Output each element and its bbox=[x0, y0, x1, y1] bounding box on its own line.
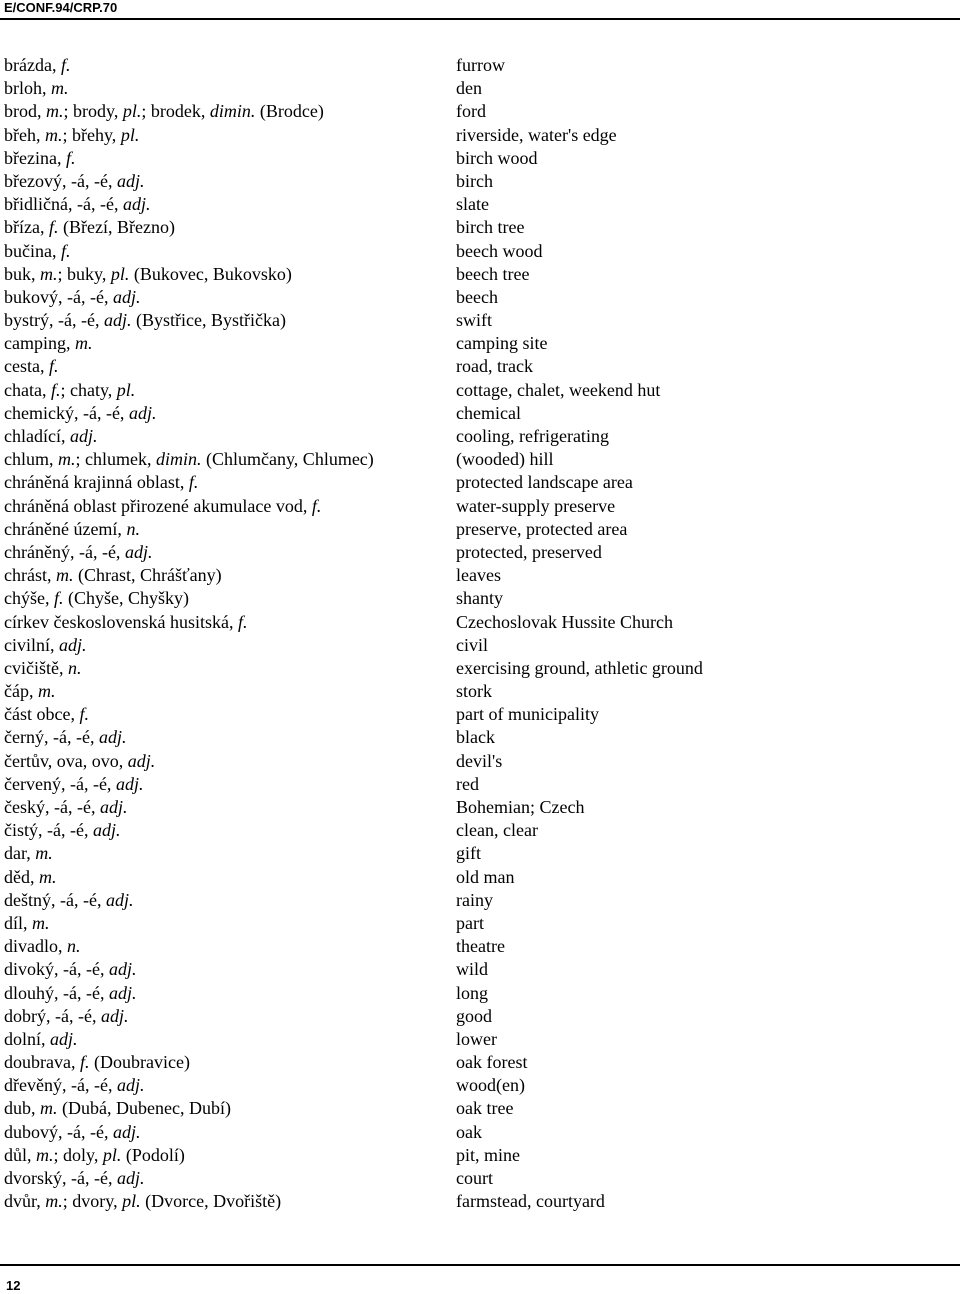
term-text: březový, -á, -é, bbox=[4, 170, 117, 191]
grammar-abbreviation: adj. bbox=[69, 426, 98, 446]
term-text: černý, -á, -é, bbox=[4, 727, 99, 748]
english-translation: farmstead, courtyard bbox=[456, 1191, 605, 1212]
czech-term bbox=[4, 263, 292, 286]
grammar-abbreviation: adj. bbox=[116, 1075, 145, 1096]
term-text: čistý, -á, -é, bbox=[4, 820, 93, 841]
term-text: deštný, -á, -é, bbox=[4, 889, 106, 910]
grammar-abbreviation: m. bbox=[58, 449, 76, 470]
term-text: civilní, bbox=[4, 634, 59, 655]
english-translation: exercising ground, athletic ground bbox=[456, 657, 703, 678]
grammar-abbreviation: adj. bbox=[108, 959, 137, 980]
glossary-row bbox=[0, 355, 960, 378]
grammar-abbreviation: pl. bbox=[116, 379, 136, 400]
term-text: camping, bbox=[4, 333, 75, 354]
term-text: chemický, -á, -é, bbox=[4, 402, 129, 423]
english-translation: birch bbox=[456, 170, 493, 191]
grammar-abbreviation: m. bbox=[74, 333, 93, 354]
term-text: buk, bbox=[4, 263, 40, 284]
glossary-row bbox=[0, 889, 960, 912]
english-translation: beech bbox=[456, 286, 498, 307]
czech-term bbox=[4, 471, 198, 494]
english-translation: rainy bbox=[456, 889, 493, 910]
page-number: 12 bbox=[6, 1278, 21, 1293]
czech-term bbox=[4, 564, 222, 587]
glossary-row bbox=[0, 286, 960, 309]
english-translation: cottage, chalet, weekend hut bbox=[456, 379, 661, 400]
term-text: brloh, bbox=[4, 78, 51, 99]
term-text: chráněné území, bbox=[4, 518, 127, 539]
english-translation: cooling, refrigerating bbox=[456, 426, 609, 446]
czech-term bbox=[4, 193, 150, 216]
czech-term bbox=[4, 170, 144, 193]
term-text: (Chrast, Chrášťany) bbox=[73, 565, 222, 586]
czech-term bbox=[4, 889, 133, 912]
grammar-abbreviation: f. bbox=[79, 704, 89, 725]
czech-term bbox=[4, 657, 81, 680]
grammar-abbreviation: m. bbox=[51, 78, 69, 99]
english-translation: clean, clear bbox=[456, 820, 538, 841]
grammar-abbreviation: f. bbox=[53, 588, 64, 609]
english-translation: furrow bbox=[456, 55, 505, 75]
czech-term bbox=[4, 54, 70, 77]
czech-term bbox=[4, 1190, 281, 1213]
english-translation: court bbox=[456, 1168, 493, 1188]
term-text: (Doubravice) bbox=[89, 1052, 190, 1073]
glossary-row bbox=[0, 309, 960, 332]
czech-term bbox=[4, 355, 59, 378]
term-text: březina, bbox=[4, 147, 66, 168]
glossary-row bbox=[0, 240, 960, 263]
glossary-row bbox=[0, 726, 960, 749]
grammar-abbreviation: m. bbox=[40, 1098, 58, 1119]
glossary-row bbox=[0, 1074, 960, 1097]
glossary-row bbox=[0, 379, 960, 402]
term-text: (Březí, Březno) bbox=[58, 217, 175, 238]
glossary-row bbox=[0, 541, 960, 564]
glossary-row bbox=[0, 471, 960, 494]
term-text: díl, bbox=[4, 912, 33, 933]
glossary-row bbox=[0, 332, 960, 355]
footer-rule bbox=[0, 1264, 960, 1266]
term-text: (Bukovec, Bukovsko) bbox=[129, 263, 292, 284]
term-text: chladící, bbox=[4, 426, 70, 446]
header-rule bbox=[0, 18, 960, 20]
czech-term bbox=[4, 402, 156, 425]
term-text: chlum, bbox=[4, 449, 58, 470]
grammar-abbreviation: adj. bbox=[100, 1005, 129, 1026]
grammar-abbreviation: adj. bbox=[124, 541, 153, 562]
grammar-abbreviation: adj. bbox=[116, 170, 145, 191]
term-text: cvičiště, bbox=[4, 657, 68, 678]
glossary-row bbox=[0, 1190, 960, 1213]
glossary-row bbox=[0, 866, 960, 889]
grammar-abbreviation: pl. bbox=[120, 124, 140, 145]
english-translation: gift bbox=[456, 843, 481, 864]
grammar-abbreviation: dimin. bbox=[209, 101, 256, 122]
grammar-abbreviation: adj. bbox=[103, 310, 132, 331]
glossary-row bbox=[0, 147, 960, 170]
english-translation: pit, mine bbox=[456, 1144, 520, 1165]
czech-term bbox=[4, 611, 247, 634]
grammar-abbreviation: f. bbox=[48, 217, 59, 238]
term-text: dlouhý, -á, -é, bbox=[4, 982, 109, 1003]
term-text: bystrý, -á, -é, bbox=[4, 310, 104, 331]
term-text: bukový, -á, -é, bbox=[4, 286, 113, 307]
grammar-abbreviation: m. bbox=[44, 124, 63, 145]
glossary-row bbox=[0, 773, 960, 796]
term-text: ; brody, bbox=[63, 101, 123, 122]
english-translation: old man bbox=[456, 866, 515, 887]
glossary-table bbox=[0, 54, 960, 1213]
english-translation: part bbox=[456, 912, 484, 933]
term-text: bučina, bbox=[4, 240, 61, 261]
grammar-abbreviation: adj. bbox=[127, 750, 156, 771]
term-text: (Dubá, Dubenec, Dubí) bbox=[57, 1098, 231, 1119]
grammar-abbreviation: adj. bbox=[115, 773, 144, 794]
grammar-abbreviation: pl. bbox=[122, 1191, 141, 1212]
term-text: chýše, bbox=[4, 588, 54, 609]
grammar-abbreviation: pl. bbox=[110, 263, 130, 284]
english-translation: oak bbox=[456, 1121, 482, 1142]
czech-term bbox=[4, 1121, 140, 1144]
czech-term bbox=[4, 726, 126, 749]
grammar-abbreviation: m. bbox=[39, 866, 57, 887]
glossary-row bbox=[0, 1097, 960, 1120]
english-translation: shanty bbox=[456, 588, 503, 609]
term-text: ; břehy, bbox=[62, 124, 121, 145]
czech-term bbox=[4, 842, 53, 865]
glossary-row bbox=[0, 1121, 960, 1144]
english-translation: protected landscape area bbox=[456, 472, 633, 493]
grammar-abbreviation: adj. bbox=[112, 286, 141, 307]
grammar-abbreviation: adj. bbox=[59, 634, 87, 655]
term-text: dvorský, -á, -é, bbox=[4, 1168, 117, 1188]
grammar-abbreviation: m. bbox=[40, 263, 58, 284]
czech-term bbox=[4, 958, 136, 981]
english-translation: swift bbox=[456, 310, 492, 331]
czech-term bbox=[4, 216, 175, 239]
glossary-row bbox=[0, 1167, 960, 1190]
english-translation: oak tree bbox=[456, 1098, 514, 1119]
term-text: (Dvorce, Dvořiště) bbox=[140, 1191, 282, 1212]
english-translation: Bohemian; Czech bbox=[456, 797, 585, 817]
czech-term bbox=[4, 147, 75, 170]
glossary-row bbox=[0, 425, 960, 448]
term-text: chráněný, -á, -é, bbox=[4, 541, 125, 562]
english-translation: long bbox=[456, 982, 489, 1003]
czech-term bbox=[4, 1144, 185, 1167]
english-translation: black bbox=[456, 727, 495, 748]
term-text: český, -á, -é, bbox=[4, 797, 100, 817]
grammar-abbreviation: pl. bbox=[102, 1144, 122, 1165]
grammar-abbreviation: adj. bbox=[50, 1028, 78, 1049]
czech-term bbox=[4, 773, 143, 796]
glossary-row bbox=[0, 842, 960, 865]
glossary-row bbox=[0, 958, 960, 981]
grammar-abbreviation: adj. bbox=[112, 1121, 141, 1142]
english-translation: camping site bbox=[456, 333, 548, 354]
english-translation: Czechoslovak Hussite Church bbox=[456, 611, 673, 632]
grammar-abbreviation: adj. bbox=[122, 194, 151, 215]
english-translation: wood(en) bbox=[456, 1075, 525, 1096]
czech-term bbox=[4, 518, 140, 541]
grammar-abbreviation: m. bbox=[32, 912, 50, 933]
czech-term bbox=[4, 332, 92, 355]
grammar-abbreviation: adj. bbox=[116, 1168, 145, 1188]
term-text: doubrava, bbox=[4, 1052, 80, 1073]
english-translation: theatre bbox=[456, 936, 505, 957]
glossary-row bbox=[0, 77, 960, 100]
glossary-row bbox=[0, 564, 960, 587]
term-text: dobrý, -á, -é, bbox=[4, 1005, 101, 1026]
grammar-abbreviation: m. bbox=[55, 565, 74, 586]
glossary-row bbox=[0, 170, 960, 193]
term-text: dub, bbox=[4, 1098, 40, 1119]
glossary-row bbox=[0, 263, 960, 286]
glossary-row bbox=[0, 750, 960, 773]
term-text: ; chaty, bbox=[60, 379, 117, 400]
english-translation: den bbox=[456, 78, 482, 99]
grammar-abbreviation: f. bbox=[237, 611, 248, 632]
glossary-row bbox=[0, 657, 960, 680]
glossary-row bbox=[0, 796, 960, 819]
document-symbol: E/CONF.94/CRP.70 bbox=[4, 0, 118, 15]
czech-term bbox=[4, 425, 98, 448]
czech-term bbox=[4, 1028, 78, 1051]
english-translation: civil bbox=[456, 634, 488, 655]
grammar-abbreviation: pl. bbox=[122, 101, 142, 122]
term-text: část obce, bbox=[4, 704, 80, 725]
glossary-row bbox=[0, 495, 960, 518]
grammar-abbreviation: f. bbox=[60, 240, 71, 261]
glossary-row bbox=[0, 216, 960, 239]
glossary-row bbox=[0, 1051, 960, 1074]
czech-term bbox=[4, 796, 127, 819]
english-translation: water-supply preserve bbox=[456, 495, 616, 516]
grammar-abbreviation: adj. bbox=[99, 797, 128, 817]
english-translation: good bbox=[456, 1005, 492, 1026]
czech-term bbox=[4, 680, 55, 703]
term-text: brázda, bbox=[4, 55, 61, 75]
term-text: brod, bbox=[4, 101, 46, 122]
english-translation: riverside, water's edge bbox=[456, 124, 617, 145]
czech-term bbox=[4, 286, 140, 309]
term-text: břidličná, -á, -é, bbox=[4, 194, 123, 215]
term-text: chata, bbox=[4, 379, 51, 400]
term-text: chráněná oblast přirozené akumulace vod, bbox=[4, 495, 312, 516]
grammar-abbreviation: f. bbox=[60, 55, 71, 75]
glossary-row bbox=[0, 935, 960, 958]
english-translation: birch tree bbox=[456, 217, 525, 238]
czech-term bbox=[4, 309, 286, 332]
term-text: církev československá husitská, bbox=[4, 611, 238, 632]
term-text: břeh, bbox=[4, 124, 45, 145]
czech-term bbox=[4, 448, 374, 471]
term-text: červený, -á, -é, bbox=[4, 773, 116, 794]
term-text: bříza, bbox=[4, 217, 49, 238]
english-translation: part of municipality bbox=[456, 704, 599, 725]
czech-term bbox=[4, 1167, 144, 1190]
english-translation: beech wood bbox=[456, 240, 543, 261]
czech-term bbox=[4, 1051, 190, 1074]
czech-term bbox=[4, 866, 57, 889]
term-text: ; chlumek, bbox=[75, 449, 156, 470]
grammar-abbreviation: adj. bbox=[105, 889, 134, 910]
english-translation: stork bbox=[456, 681, 492, 702]
term-text: ; doly, bbox=[53, 1144, 103, 1165]
grammar-abbreviation: adj. bbox=[98, 727, 127, 748]
glossary-row bbox=[0, 587, 960, 610]
english-translation: lower bbox=[456, 1028, 497, 1049]
grammar-abbreviation: m. bbox=[45, 1191, 63, 1212]
term-text: (Chlumčany, Chlumec) bbox=[201, 449, 374, 470]
term-text: (Podolí) bbox=[121, 1144, 185, 1165]
czech-term bbox=[4, 750, 155, 773]
glossary-row bbox=[0, 819, 960, 842]
english-translation: road, track bbox=[456, 356, 533, 377]
english-translation: preserve, protected area bbox=[456, 518, 628, 539]
glossary-row bbox=[0, 1028, 960, 1051]
grammar-abbreviation: n. bbox=[67, 936, 81, 957]
grammar-abbreviation: m. bbox=[37, 681, 56, 702]
glossary-row bbox=[0, 193, 960, 216]
term-text: čertův, ova, ovo, bbox=[4, 750, 128, 771]
term-text: dubový, -á, -é, bbox=[4, 1121, 113, 1142]
glossary-row bbox=[0, 703, 960, 726]
glossary-row bbox=[0, 402, 960, 425]
english-translation: devil's bbox=[456, 750, 503, 771]
glossary-row bbox=[0, 912, 960, 935]
czech-term bbox=[4, 1005, 128, 1028]
grammar-abbreviation: f. bbox=[65, 147, 76, 168]
czech-term bbox=[4, 541, 152, 564]
english-translation: (wooded) hill bbox=[456, 449, 554, 470]
czech-term bbox=[4, 935, 81, 958]
czech-term bbox=[4, 634, 87, 657]
czech-term bbox=[4, 819, 120, 842]
english-translation: slate bbox=[456, 194, 489, 215]
term-text: (Brodce) bbox=[255, 101, 324, 122]
grammar-abbreviation: adj. bbox=[92, 820, 121, 841]
term-text: chrást, bbox=[4, 565, 56, 586]
glossary-row bbox=[0, 680, 960, 703]
czech-term bbox=[4, 100, 324, 123]
term-text: dřevěný, -á, -é, bbox=[4, 1075, 117, 1096]
grammar-abbreviation: m. bbox=[35, 843, 53, 864]
english-translation: wild bbox=[456, 959, 489, 980]
term-text: divadlo, bbox=[4, 936, 67, 957]
grammar-abbreviation: f. bbox=[188, 472, 199, 493]
glossary-row bbox=[0, 54, 960, 77]
term-text: ; brodek, bbox=[141, 101, 210, 122]
glossary-row bbox=[0, 448, 960, 471]
glossary-row bbox=[0, 634, 960, 657]
glossary-row bbox=[0, 1144, 960, 1167]
term-text: ; buky, bbox=[57, 263, 111, 284]
term-text: (Bystřice, Bystřička) bbox=[131, 310, 286, 331]
grammar-abbreviation: n. bbox=[67, 657, 82, 678]
czech-term bbox=[4, 912, 50, 935]
czech-term bbox=[4, 77, 69, 100]
term-text: (Chyše, Chyšky) bbox=[63, 588, 189, 609]
glossary-row bbox=[0, 611, 960, 634]
grammar-abbreviation: f. bbox=[79, 1052, 90, 1073]
glossary-row bbox=[0, 518, 960, 541]
english-translation: ford bbox=[456, 101, 486, 122]
grammar-abbreviation: dimin. bbox=[155, 449, 202, 470]
term-text: čáp, bbox=[4, 681, 38, 702]
grammar-abbreviation: f. bbox=[50, 379, 61, 400]
czech-term bbox=[4, 587, 189, 610]
glossary-row bbox=[0, 124, 960, 147]
glossary-row bbox=[0, 982, 960, 1005]
term-text: dar, bbox=[4, 843, 36, 864]
czech-term bbox=[4, 124, 139, 147]
term-text: divoký, -á, -é, bbox=[4, 959, 109, 980]
glossary-row bbox=[0, 1005, 960, 1028]
english-translation: chemical bbox=[456, 402, 521, 423]
glossary-row bbox=[0, 100, 960, 123]
term-text: důl, bbox=[4, 1144, 37, 1165]
english-translation: beech tree bbox=[456, 263, 530, 284]
grammar-abbreviation: adj. bbox=[128, 402, 157, 423]
grammar-abbreviation: n. bbox=[126, 518, 140, 539]
english-translation: protected, preserved bbox=[456, 541, 602, 562]
grammar-abbreviation: f. bbox=[48, 356, 59, 377]
czech-term bbox=[4, 379, 135, 402]
czech-term bbox=[4, 703, 89, 726]
term-text: děd, bbox=[4, 866, 39, 887]
czech-term bbox=[4, 1097, 231, 1120]
english-translation: oak forest bbox=[456, 1052, 528, 1073]
czech-term bbox=[4, 495, 321, 518]
english-translation: leaves bbox=[456, 565, 501, 586]
grammar-abbreviation: f. bbox=[311, 495, 322, 516]
czech-term bbox=[4, 1074, 144, 1097]
term-text: chráněná krajinná oblast, bbox=[4, 472, 189, 493]
term-text: dolní, bbox=[4, 1028, 51, 1049]
grammar-abbreviation: adj. bbox=[108, 982, 137, 1003]
english-translation: red bbox=[456, 773, 479, 794]
grammar-abbreviation: m. bbox=[36, 1144, 54, 1165]
term-text: dvůr, bbox=[4, 1191, 46, 1212]
czech-term bbox=[4, 240, 71, 263]
czech-term bbox=[4, 982, 136, 1005]
english-translation: birch wood bbox=[456, 147, 538, 168]
term-text: ; dvory, bbox=[62, 1191, 123, 1212]
grammar-abbreviation: m. bbox=[46, 101, 64, 122]
term-text: cesta, bbox=[4, 356, 49, 377]
